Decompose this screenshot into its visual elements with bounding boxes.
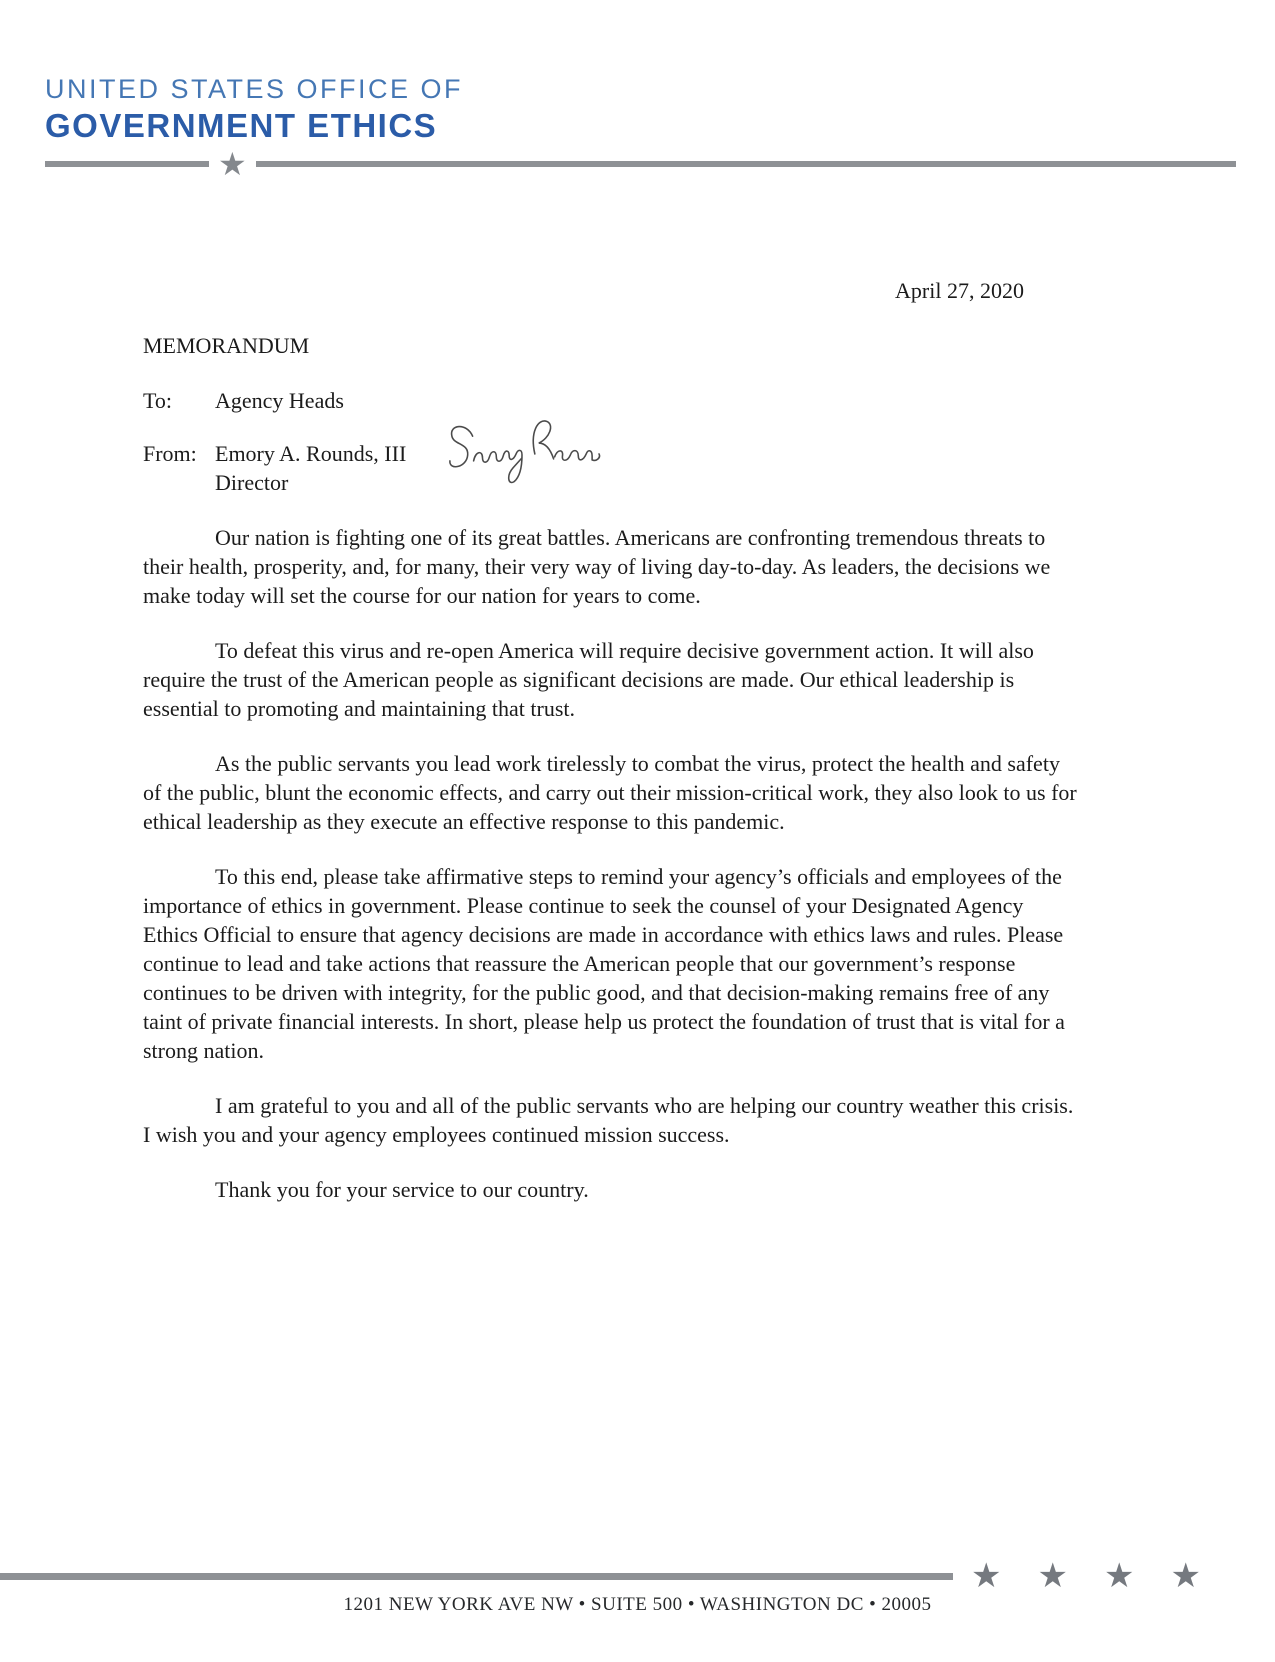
- letter-content: [143, 276, 1083, 1204]
- star-icon: ★: [218, 145, 247, 183]
- memo-to-row: [143, 386, 1083, 415]
- letter-body: [143, 523, 1083, 1204]
- rule-segment-left: [45, 161, 209, 167]
- footer-rule: [0, 1556, 1275, 1596]
- star-icon: ★: [971, 1556, 1002, 1596]
- letterhead: [0, 0, 1275, 146]
- to-label: To:: [143, 388, 173, 413]
- from-label: From:: [143, 441, 197, 466]
- letterhead-rule: [45, 145, 1236, 183]
- letter-date: April 27, 2020: [895, 278, 1024, 303]
- star-icon: ★: [1103, 1556, 1135, 1596]
- footer-rule-line: [0, 1573, 953, 1580]
- from-value: Emory A. Rounds, III: [215, 441, 407, 466]
- body-paragraph: As the public servants you lead work tirelessly to combat the virus, protect the health and safety of the public, blunt the economic effects, and carry out their mission-critical work, they also look to us for ethical leadership as they execute an effective response to this pandemic.: [143, 751, 1077, 834]
- body-paragraph: Thank you for your service to our country.: [215, 1177, 589, 1202]
- signature: [443, 413, 601, 487]
- star-icon: ★: [1037, 1556, 1068, 1596]
- star-icon: ★: [1170, 1556, 1201, 1596]
- body-paragraph: To this end, please take affirmative steps to remind your agency’s officials and employees of the importance of ethics in government. Please continue to seek the counsel of your Designated Agency Ethics Official to ensure that agency decisions are made in accordance with ethics laws and rules. Please continue to lead and take actions that reassure the American people that our government’s response continues to be driven with integrity, for the public good, and that decision-making remains free of any taint of private financial interests. In short, please help us protect the foundation of trust that is vital for a strong nation.: [143, 864, 1065, 1063]
- memo-from-row: [143, 439, 1083, 497]
- from-title: Director: [215, 470, 289, 495]
- org-name-line1: UNITED STATES OFFICE OF: [45, 74, 464, 104]
- body-paragraph: Our nation is fighting one of its great battles. Americans are confronting tremendous threats to their health, prosperity, and, for many, their very way of living day-to-day. As leaders, the decisions we make today will set the course for our nation for years to come.: [143, 525, 1051, 608]
- to-value: Agency Heads: [215, 388, 344, 413]
- org-name-line2: GOVERNMENT ETHICS: [45, 107, 438, 144]
- footer-address: 1201 NEW YORK AVE NW • SUITE 500 • WASHINGTON DC • 20005: [343, 1594, 932, 1615]
- memo-heading: MEMORANDUM: [143, 333, 310, 358]
- body-paragraph: To defeat this virus and re-open America will require decisive government action. It will also require the trust of the American people as significant decisions are made. Our ethical leadership is essential to promoting and maintaining that trust.: [143, 638, 1034, 721]
- from-value-block: [215, 439, 406, 497]
- body-paragraph: I am grateful to you and all of the public servants who are helping our country weather this crisis. I wish you and your agency employees continued mission success.: [143, 1093, 1074, 1147]
- rule-segment-right: [256, 161, 1236, 167]
